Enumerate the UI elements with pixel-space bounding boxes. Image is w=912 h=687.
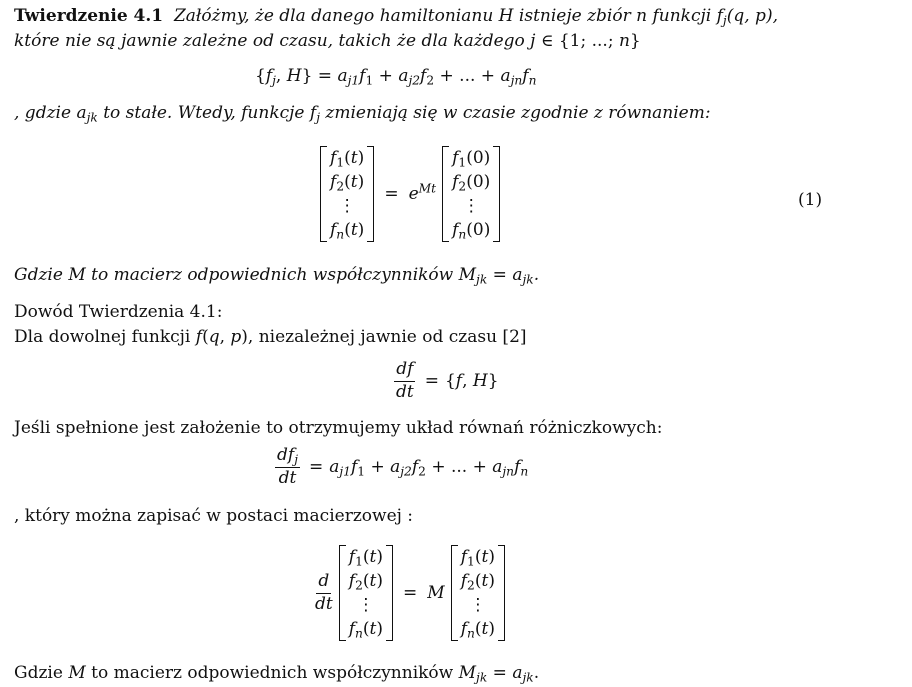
equation-matrix-ode: $\frac{d}{dt}$ $f_1(t)$ $f_2(t)$ ⋮ $f_n(t)$ = M $f_1(t)$ $f_2(t)$ ⋮ $f_n(t)$ xyxy=(310,545,505,641)
equation-number: (1) xyxy=(798,190,823,210)
theorem-label: Twierdzenie 4.1 xyxy=(14,6,164,26)
proof-title: Dowód Twierdzenia 4.1: xyxy=(14,302,223,322)
proof-line-2: Jeśli spełnione jest założenie to otrzymujemy układ równań różniczkowych: xyxy=(14,418,663,438)
equation-df-dt: $\frac{df}{dt}$ = {f, H} xyxy=(396,359,499,402)
theorem-line-1: Twierdzenie 4.1 Załóżmy, że dla danego hamiltonianu H istnieje zbiór n funkcji $f_j(q$, p), xyxy=(14,6,778,28)
equation-dfj-dt: $\frac{df_j}{dt}$ = $a_{j1}f_1 + a_{j2}f_2$ + ... + $a_{jn}f_n$ xyxy=(277,445,529,488)
theorem-line-3: , gdzie $a_{jk}$ to stałe. Wtedy, funkcje $f_j$ zmieniają się w czasie zgodnie z równaniem: xyxy=(14,103,711,125)
equation-poisson-bracket: {$f_j$, $H\} = a_{j1}f_1 + a_{j2}f_2$ + ... + $a_{jn}f_n$ xyxy=(255,66,537,88)
proof-line-3: , który można zapisać w postaci macierzowej : xyxy=(14,506,414,526)
vector-f-0: $f_1(0)$ $f_2(0)$ ⋮ $f_n(0)$ xyxy=(442,146,500,242)
theorem-line-4: Gdzie M to macierz odpowiednich współczynników $M_{jk} = a_{jk}$. xyxy=(14,265,540,287)
theorem-line-2: które nie są jawnie zależne od czasu, takich że dla każdego j ∈ {1; ...; n} xyxy=(14,31,641,51)
proof-line-4: Gdzie M to macierz odpowiednich współczynników $M_{jk} = a_{jk}$. xyxy=(14,663,540,685)
proof-line-1: Dla dowolnej funkcji f(q, p), niezależnej jawnie od czasu [2] xyxy=(14,327,527,347)
equation-matrix-exponential: $f_1(t)$ $f_2(t)$ ⋮ $f_n(t)$ = $e^{Mt}$ $f_1(0)$ $f_2(0)$ ⋮ $f_n(0)$ xyxy=(320,146,500,242)
vector-f-t: $f_1(t)$ $f_2(t)$ ⋮ $f_n(t)$ xyxy=(320,146,374,242)
vector-f-t-right: $f_1(t)$ $f_2(t)$ ⋮ $f_n(t)$ xyxy=(451,545,505,641)
vector-f-t-left: $f_1(t)$ $f_2(t)$ ⋮ $f_n(t)$ xyxy=(339,545,393,641)
